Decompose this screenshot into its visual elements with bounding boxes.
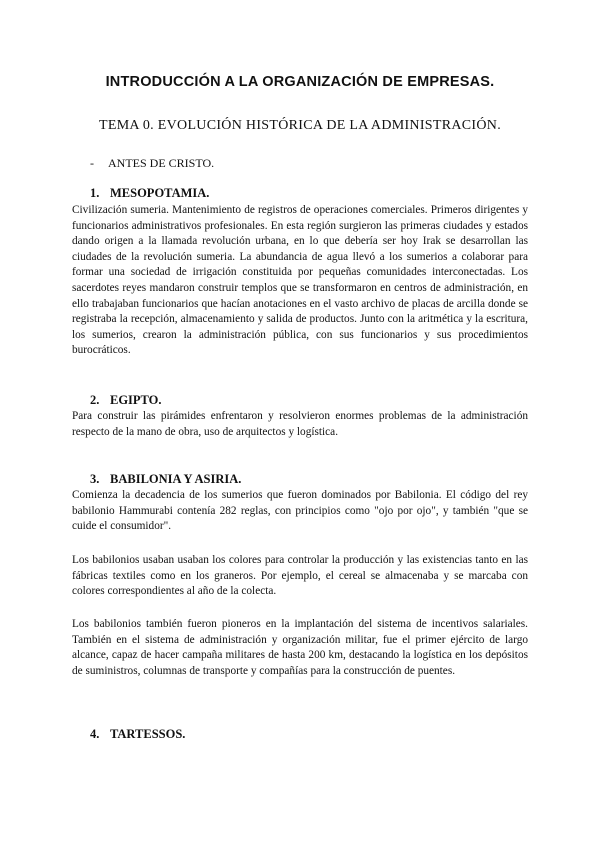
section-title: TARTESSOS. <box>110 727 186 741</box>
section-paragraph: Comienza la decadencia de los sumerios que fueron dominados por Babilonia. El código del rey babilonio Hammurabi contenía 282 reglas, con principios como "ojo por ojo", y también "que se cuide el consumidor". <box>72 489 528 533</box>
section-paragraph: Para construir las pirámides enfrentaron y resolvieron enormes problemas de la administración respecto de la mano de obra, uso de arquitectos y logística. <box>72 410 528 438</box>
document-title: INTRODUCCIÓN A LA ORGANIZACIÓN DE EMPRESAS. <box>105 74 495 90</box>
section-heading-tartessos <box>90 727 185 742</box>
section-title: MESOPOTAMIA. <box>110 186 210 200</box>
section-number: 4. <box>90 727 100 741</box>
topic-title: TEMA 0. EVOLUCIÓN HISTÓRICA DE LA ADMINISTRACIÓN. <box>98 118 502 133</box>
section-paragraph: Los babilonios usaban usaban los colores para controlar la producción y las existencias tanto en las fábricas textiles como en los graneros. Por ejemplo, el cereal se almacenaba y se marcaba con colores correspondientes al año de la colecta. <box>72 554 528 598</box>
section-paragraph: Civilización sumeria. Mantenimiento de registros de operaciones comerciales. Primeros dirigentes y funcionarios administrativos profesionales. En esta región surgieron las primeras ciudades y estados dando origen a la llamada revolución urbana, en lo que debería ser hoy Irak se desarrollan las ciudades de la revolución sumeria. La abundancia de agua llevó a los sumerios a colaborar para formar una sociedad de irrigación constituida por pequeñas comunidades interconectadas. Los sacerdotes reyes mandaron construir templos que se transformaron en centros de administración, en ello trabajaban funcionarios que hacían anotaciones en el vasto archivo de placas de arcilla donde se registraba la recepción, almacenamiento y salida de productos. Junto con la aritmética y la escritura, los sumerios, crearon la administración pública, con sus funcionarios y sus procedimientos burocráticos. <box>72 204 528 357</box>
section-number: 1. <box>90 186 100 200</box>
section-number: 3. <box>90 472 100 486</box>
era-list-item <box>90 156 214 171</box>
section-paragraph: Los babilonios también fueron pioneros en la implantación del sistema de incentivos salariales. También en el sistema de administración y organización militar, fue el primer ejército de largo alcance, capaz de hacer campaña militares de hasta 200 km, destacando la logística en los depósitos de suministros, columnas de transporte y compañías para la construcción de puentes. <box>72 618 528 677</box>
section-heading-egipto <box>90 393 162 408</box>
section-number: 2. <box>90 393 100 407</box>
era-label: ANTES DE CRISTO. <box>108 156 215 170</box>
section-title: BABILONIA Y ASIRIA. <box>110 472 242 486</box>
list-dash: - <box>90 156 94 170</box>
section-heading-mesopotamia <box>90 186 209 201</box>
section-heading-babilonia <box>90 472 241 487</box>
section-title: EGIPTO. <box>110 393 162 407</box>
